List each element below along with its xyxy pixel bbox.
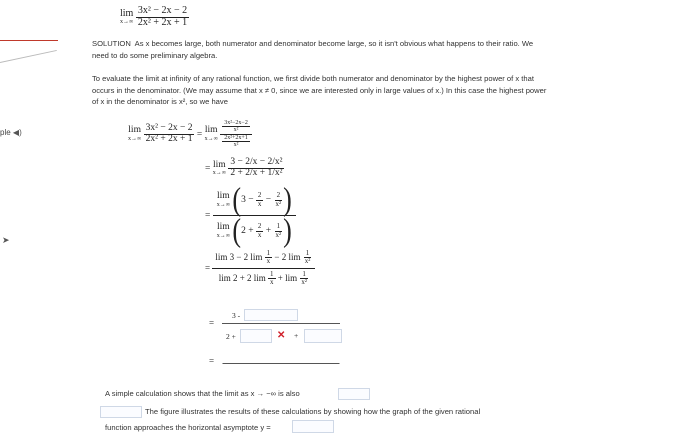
evaluate-paragraph: To evaluate the limit at infinity of any rational function, we first divide both numerator and denominator by the highest power of x that occurs in the denominator. (We may assume that x ≠ 0, since we are interested only in large values of x.) In this case the highest power of x in the denominator is x², so we have <box>92 74 547 106</box>
arrow-marker-icon: ➤ <box>2 235 10 245</box>
step-5-denominator-input-2[interactable] <box>304 329 342 343</box>
margin-line-red <box>0 40 58 41</box>
step-2: = lim x→∞ $\frac{\text{3 − 2/x − 2/x²}}{\text{2 + 2/x + 1/x²}}$ <box>205 157 283 178</box>
conclusion-line-1: A simple calculation shows that the limit as x → −∞ is also <box>105 389 300 398</box>
step-5-numerator-input[interactable] <box>244 309 298 321</box>
solution-text: As x becomes large, both numerator and denominator become large, so it isn't obvious what happens to their ratio. We need to do some preliminary algebra. <box>92 39 534 60</box>
sidebar-example-label[interactable]: ple ◀) <box>0 128 22 137</box>
solution-paragraph <box>92 38 547 61</box>
step-5-denominator-prefix: 2 + <box>226 332 236 341</box>
conclusion-line-2: The figure illustrates the results of these calculations by showing how the graph of the given rational <box>145 407 481 416</box>
margin-line-grey <box>0 50 57 63</box>
limit-neg-infinity-input[interactable] <box>338 388 370 400</box>
conclusion-line-3: function approaches the horizontal asymptote y = <box>105 423 271 432</box>
step-1: lim x→∞ $\frac{\text{3x² − 2x − 2}}{\text{2x² + 2x + 1}}$ = lim x→∞ $\frac{\frac{\text{3x²−2x−2}}{\text{x²}}}{\frac{\text{2x²+2x+1}}{\text{x²}}}$ <box>128 120 252 148</box>
asymptote-input[interactable] <box>292 420 334 433</box>
top-limit-expression: lim x→∞ $\frac{\text{3x² − 2x − 2}}{\text{2x² + 2x + 1}}$ <box>120 5 188 28</box>
solution-label: SOLUTION <box>92 39 131 48</box>
step-5-fraction-bar <box>222 323 340 324</box>
step-5-numerator-prefix: 3 - <box>232 311 241 320</box>
blank-input-before-figure[interactable] <box>100 406 142 418</box>
step-3: = lim x→∞ (3 − $\frac{2}{x}$ − $\frac{2}{\text{x²}}$ ) lim x→∞ (2 + $\frac{2}{x}$ + $\frac{1}{\text{x²}}$ ) <box>205 185 296 246</box>
step-5-denominator-plus: + <box>294 331 299 340</box>
speaker-icon[interactable]: ◀) <box>12 128 22 137</box>
step-6-eq: = <box>209 356 215 366</box>
step-5-denominator-input-1[interactable] <box>240 329 272 343</box>
step-5-eq: = <box>209 318 215 328</box>
step-4: = lim 3 − 2 lim $\frac{1}{x}$ − 2 lim $\frac{1}{\text{x²}}$ lim 2 + 2 lim $\frac{1}{x}$ + lim $\frac{1}{\text{x²}}$ <box>205 248 315 288</box>
final-answer-input[interactable] <box>222 352 340 364</box>
wrong-answer-icon: ✕ <box>277 330 286 341</box>
